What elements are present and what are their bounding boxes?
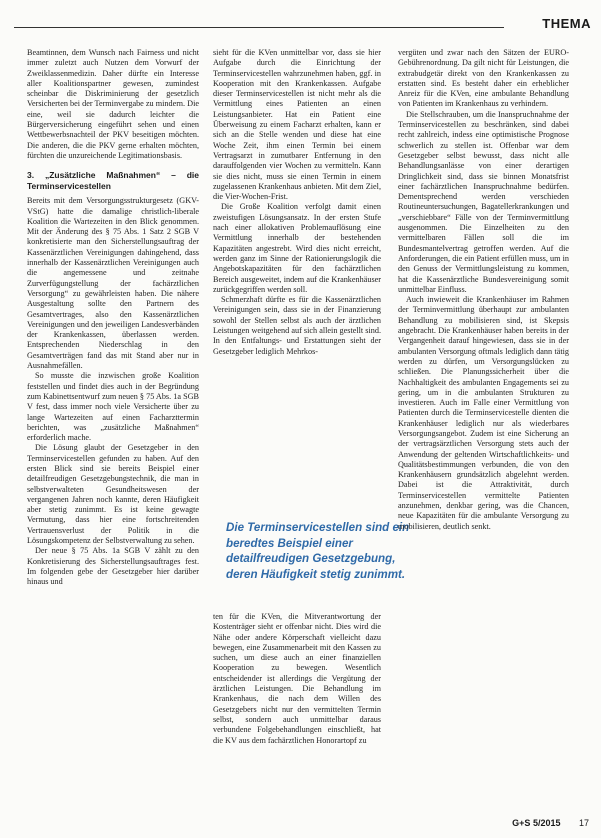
paragraph: So musste die inzwischen große Koalition feststellen und findet dies auch in der Begründung zum Kabinettsentwurf zum neuen § 75 Abs. 1a SGB V fest, dass immer noch viele Versicherte über zu lange Wartezeiten auf einen Facharzttermin berichten, was „zusätzliche Maßnahmen“ erforderlich mache.: [27, 371, 199, 443]
header-rule: [14, 27, 504, 28]
paragraph: Die Stellschrauben, um die Inanspruchnahme der Terminservicestellen zu beschränken, sind dabei recht zahlreich, indess eine optimistische Prognose schwerlich zu stellen ist. Offenbar war dem Gesetzgeber selbst bewusst, dass nicht alle Behandlungsanlässe von einer derartigen Dringlichkeit sind, dass sie binnen Monatsfrist einer fachärztlichen Inanspruchnahme bedürfen. Dementsprechend werden verschieden Routineuntersuchungen, Bagatellerkrankungen und „verschiebbare“ Fälle von der Terminvermittlung ausgenommen. Die Einzelheiten zu den vermittelbaren Fällen soll die im Bundesmantelvertrag getroffen werden. Auf die Anforderungen, die ein Patient erfüllen muss, um in den Genuss der Vermittlungsleistung zu kommen, hat die Kassenärztliche Bundesvereinigung somit unmittelbar Einfluss.: [398, 109, 569, 294]
paragraph: Beamtinnen, dem Wunsch nach Fairness und nicht immer zuletzt auch Nutzen dem Vorwurf der Zweiklassenmedizin. Daher dürfte ein Interesse aller Koalitionspartner gewesen, zumindest scheinbar die Diskriminierung der gesetzlich Versicherten bei der Terminvergabe zu mindern. Die eine, weil sie dadurch leichter die Bürgerversicherung eingeführt sehen und einen Wettbewerbsnachteil der PKV beseitigen möchten. Die anderen, die die PKV gerne erhalten möchten, fürchten die unzureichende Legitimationsbasis.: [27, 48, 199, 160]
section-label: THEMA: [542, 16, 591, 31]
middle-column-upper: [213, 48, 381, 506]
section-heading: 3. „Zusätzliche Maßnahmen“ – die Terminservicestellen: [27, 170, 199, 192]
paragraph: vergüten und zwar nach den Sätzen der EURO-Gebührenordnung. Da gilt nicht für Leistungen, die extrabudgetär direkt von den Krankenkassen zu erstatten sind. Es besteht daher ein erheblicher Anreiz für die KVen, eine ambulante Behandlung von Patienten im Krankenhaus zu verhindern.: [398, 48, 569, 109]
paragraph: Bereits mit dem Versorgungsstrukturgesetz (GKV-VStG) hatte die damalige christlich-liberale Koalition die Wartezeiten in den Blick genommen. Mit der Änderung des § 75 Abs. 1 Satz 2 SGB V konkretisierte man den Sicherstellungsauftrag der Kassenärztlichen Vereinigungen dahingehend, dass innerhalb der Kassenärztlichen Vereinigungen auch die angemessene und zeitnahe Zurverfügungstellung der fachärztlichen Versorgung“ zu gewährleisten haben. Die nähere Ausgestaltung sollte den Partnern des Gesamtvertrages, also den Kassenärztlichen Vereinigungen und den jeweiligen Landesverbänden der Krankenkassen, überlassen werden. Entsprechenden Niederschlag in den Gesamtverträgen fand das mit Stand aber nur in Ausnahmefällen.: [27, 196, 199, 371]
left-column: [27, 48, 199, 803]
paragraph: sieht für die KVen unmittelbar vor, dass sie hier Aufgabe durch die Einrichtung der Terminservicestellen wahrzunehmen haben, ggf. in Kooperation mit den Krankenkassen. Aufgabe dieser Terminservicestellen ist nicht mehr als die Vermittlung eines Patienten an einen Leistungsanbieter. Hat ein Patient eine Überweisung zu einem Facharzt erhalten, kann er sich an die Stelle wenden und diese hat eine Woche Zeit, ihm einen Termin bei einem Vertragsarzt in zumutbarer Entfernung in den darauffolgenden vier Wochen zu vermitteln. Kann sie dies nicht, muss sie einen Termin in einem zugelassenen Krankenhaus anbieten. Mit dem Ziel, die Vier-Wochen-Frist.: [213, 48, 381, 202]
paragraph: Auch inwieweit die Krankenhäuser im Rahmen der Terminvermittlung überhaupt zur ambulanten Behandlung zu mobilisieren sind, ist Skepsis angebracht. Die Krankenhäuser haben bereits in der Vergangenheit darauf hingewiesen, dass sie in der ambulanten Versorgung oftmals lediglich dann tätig werden zu dürfen, um Versorgungslücken zu schließen. Die Planungssicherheit über die Nachhaltigkeit des ambulanten Engagements sei zu gering, um in die ambulanten Strukturen zu investieren. Auch im Falle einer Vermittlung von Patienten durch die Terminservicestelle dienten die Krankenhäuser lediglich nur als wiederbares Versorgungsangebot. Zudem ist eine Sicherung an der vertragsärztlichen Versorgung stets auch der Anwendung der geltenden Wirtschaftlichkeits- und Qualitätsbestimmungen verbunden, die von den Krankenhäusern grundsätzlich abgelehnt werden. Dabei ist die Attraktivität, durch Terminservicestellen vermittelte Patienten anzunehmen, denkbar gering, was die Chancen, neue Kapazitäten für die ambulante Versorgung zu mobilisieren, deutlich senkt.: [398, 295, 569, 531]
paragraph: ten für die KVen, die Mitverantwortung der Kostenträger sieht er offenbar nicht. Dies wird die Nähe oder andere Körperschaft vielleicht dazu bewegen, eine Zusammenarbeit mit den Kassen zu suchen, um diese auch an einer finanziellen Kooperation zu bewegen. Wesentlich entscheidender ist allerdings die Vergütung der ärztlichen Leistungen. Die Behandlung im Krankenhaus, die nach dem Willen des Gesetzgebers nicht nur den vermittelten Termin selbst, sondern auch unmittelbar daraus verbundene Folgebehandlungen einschließt, hat die KV aus dem fachärztlichen Honorartopf zu: [213, 612, 381, 745]
paragraph: Die Lösung glaubt der Gesetzgeber in den Terminservicestellen gefunden zu haben. Auf den ersten Blick sind sie bereits Beispiel einer detailfreudigen Gesetzgebungstechnik, die man in selbstverwalteten Gesundheitswesen der vergangenen Jahren noch kannte, deren Häufigkeit aber stetig zunimmt. Es ist keine gewagte Vermutung, dass hier eine fortschreitenden Vertrauensverlust der Politik in die Lösungskompetenz der Selbstverwaltung zu sehen.: [27, 443, 199, 546]
paragraph: Schmerzhaft dürfte es für die Kassenärztlichen Vereinigungen sein, dass sie in der Finanzierung sowohl der Stellen selbst als auch der ärztlichen Leistungen weitgehend auf sich allein gestellt sind. In den Entfaltungs- und Erstattungen sieht der Gesetzgeber lediglich Mehrkos-: [213, 295, 381, 356]
paragraph: Der neue § 75 Abs. 1a SGB V zählt zu den Konkretisierung des Sicherstellungsauftrages fest. Im folgenden gebe der Gesetzgeber hier darüber hinaus und: [27, 546, 199, 587]
page-number: 17: [578, 818, 589, 828]
page-footer: [512, 818, 589, 828]
paragraph: Die Große Koalition verfolgt damit einen zweistufigen Lösungsansatz. In der ersten Stufe nach einer allokativen Problemauflösung eine Vermittlung innerhalb der bestehenden Kapazitäten angestrebt. Wird dies nicht erreicht, werden ganz im Sinne der Rationierungslogik die Angebotskapazitäten für den fachärztlichen Bereich ausgeweitet, indem auf die Krankenhäuser zurückgegriffen werden soll.: [213, 202, 381, 294]
right-column: [398, 48, 569, 803]
issue-number: 5/2015: [532, 818, 561, 828]
middle-column-lower: [213, 612, 381, 804]
journal-name: G+S: [512, 818, 531, 828]
pull-quote: Die Terminservicestellen sind ein beredtes Beispiel einer detailfreudigen Gesetzgebung, deren Häufigkeit stetig zunimmt.: [222, 516, 420, 588]
